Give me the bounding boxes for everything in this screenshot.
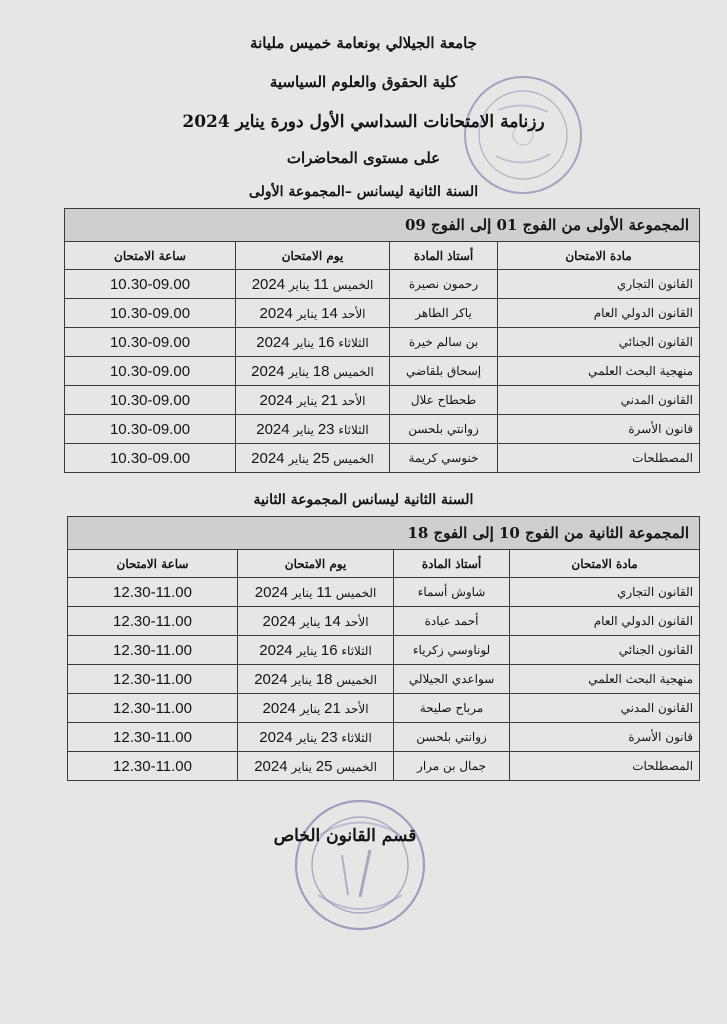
official-stamp-icon [290,795,430,935]
cell-professor: رحمون نصيرة [390,270,498,299]
table-row [68,636,700,665]
cell-subject: المصطلحات [498,444,700,473]
group-title: المجموعة الثانية من الفوج 10 إلى الفوج 18 [68,517,700,550]
cell-professor: طحطاح علال [390,386,498,415]
cell-day [238,694,394,723]
day-month: يناير [293,422,315,437]
schedule-title: رزنامة الامتحانات السداسي الأول دورة يناير 2024 [182,112,545,132]
day-number: 23 [320,728,338,746]
cell-subject: القانون الدولي العام [510,607,700,636]
cell-day [238,578,394,607]
cell-time: 12.30-11.00 [68,752,238,781]
cell-professor: إسحاق بلقاضي [390,357,498,386]
cell-professor: زوانتي بلحسن [390,415,498,444]
cell-day [238,665,394,694]
cell-subject: قانون الأسرة [498,415,700,444]
day-month: يناير [291,672,312,687]
cell-time: 12.30-11.00 [68,607,238,636]
cell-time: 12.30-11.00 [68,694,238,723]
day-year: 2024 [251,362,285,380]
day-year: 2024 [256,333,290,351]
day-number: 18 [315,670,333,688]
table-row [68,723,700,752]
cell-subject: القانون المدني [510,694,700,723]
table-row [68,607,700,636]
cell-time: 12.30-11.00 [68,636,238,665]
cell-professor: زوانتي بلحسن [394,723,510,752]
cell-time: 10.30-09.00 [65,328,236,357]
day-year: 2024 [262,612,296,630]
day-year: 2024 [259,391,293,409]
day-year: 2024 [254,757,288,775]
cell-time: 10.30-09.00 [65,386,236,415]
day-year: 2024 [251,449,285,467]
day-year: 2024 [251,275,286,293]
day-month: يناير [291,759,312,774]
day-year: 2024 [254,583,289,601]
day-year: 2024 [259,304,293,322]
column-header-subject: مادة الامتحان [510,550,700,578]
cell-professor: أحمد عبادة [394,607,510,636]
day-number: 14 [321,304,338,322]
day-weekday: الثلاثاء [341,730,372,745]
exam-table-group1 [64,208,700,473]
day-weekday: الثلاثاء [341,643,372,658]
cell-day [238,636,394,665]
cell-time: 10.30-09.00 [65,357,236,386]
day-month: يناير [291,585,313,600]
cell-day [238,607,394,636]
day-number: 11 [313,275,329,293]
table-row [65,357,700,386]
cell-subject: القانون الجنائي [498,328,700,357]
cell-professor: خنوسي كريمة [390,444,498,473]
day-weekday: الخميس [336,759,377,774]
cell-subject: منهجية البحث العلمي [498,357,700,386]
cell-day [238,752,394,781]
day-month: يناير [296,306,318,321]
section-title-group2: السنة الثانية ليسانس المجموعة الثانية [253,492,474,508]
table-row [68,578,700,607]
day-year: 2024 [256,420,290,438]
table-row [68,752,700,781]
column-header-day: يوم الامتحان [236,242,390,270]
table-row [65,299,700,328]
cell-time: 10.30-09.00 [65,270,236,299]
day-month: يناير [299,614,321,629]
table-row [65,328,700,357]
day-number: 25 [315,757,333,775]
group-title: المجموعة الأولى من الفوج 01 إلى الفوج 09 [65,209,700,242]
day-number: 23 [317,420,335,438]
cell-subject: القانون الدولي العام [498,299,700,328]
table-row [68,665,700,694]
day-weekday: الأحد [341,393,366,408]
day-number: 25 [312,449,330,467]
cell-day [236,415,390,444]
cell-professor: جمال بن مرار [394,752,510,781]
cell-day [236,328,390,357]
day-weekday: الأحد [344,701,369,716]
cell-time: 12.30-11.00 [68,665,238,694]
cell-professor: بن سالم خيرة [390,328,498,357]
column-header-time: ساعة الامتحان [68,550,238,578]
day-number: 14 [324,612,341,630]
day-weekday: الخميس [335,585,377,600]
level-title: على مستوى المحاضرات [286,149,441,167]
cell-time: 12.30-11.00 [68,578,238,607]
cell-subject: قانون الأسرة [510,723,700,752]
cell-day [236,299,390,328]
day-number: 11 [316,583,332,601]
cell-subject: المصطلحات [510,752,700,781]
day-weekday: الأحد [344,614,369,629]
day-month: يناير [296,393,318,408]
day-weekday: الأحد [341,306,366,321]
day-year: 2024 [254,670,288,688]
section-title-group1: السنة الثانية ليسانس –المجموعة الأولى [248,184,479,200]
day-month: يناير [296,730,318,745]
cell-day [236,386,390,415]
cell-day [236,357,390,386]
column-header-day: يوم الامتحان [238,550,394,578]
cell-day [236,270,390,299]
day-number: 21 [321,391,338,409]
day-month: يناير [296,643,318,658]
table-row [65,444,700,473]
day-weekday: الثلاثاء [338,422,369,437]
department-title: قسم القانون الخاص [273,826,417,846]
day-number: 21 [324,699,341,717]
day-weekday: الخميس [332,277,374,292]
cell-professor: ياكر الطاهر [390,299,498,328]
column-header-subject: مادة الامتحان [498,242,700,270]
column-header-time: ساعة الامتحان [65,242,236,270]
table-header-row [65,242,700,270]
day-year: 2024 [259,641,293,659]
cell-subject: القانون التجاري [498,270,700,299]
day-month: يناير [299,701,321,716]
day-month: يناير [293,335,315,350]
column-header-professor: أستاذ المادة [394,550,510,578]
cell-time: 10.30-09.00 [65,415,236,444]
cell-subject: القانون المدني [498,386,700,415]
day-weekday: الثلاثاء [338,335,369,350]
day-weekday: الخميس [336,672,377,687]
column-header-professor: أستاذ المادة [390,242,498,270]
cell-subject: منهجية البحث العلمي [510,665,700,694]
cell-subject: القانون التجاري [510,578,700,607]
day-weekday: الخميس [333,364,374,379]
table-row [65,270,700,299]
cell-day [236,444,390,473]
university-name: جامعة الجيلالي بونعامة خميس مليانة [250,34,477,52]
cell-day [238,723,394,752]
day-year: 2024 [262,699,296,717]
cell-subject: القانون الجنائي [510,636,700,665]
table-header-row [68,550,700,578]
day-year: 2024 [259,728,293,746]
exam-table-group2 [67,516,700,781]
cell-professor: شاوش أسماء [394,578,510,607]
group-title-row [68,517,700,550]
cell-time: 10.30-09.00 [65,299,236,328]
table-row [65,415,700,444]
day-number: 16 [317,333,335,351]
day-number: 16 [320,641,338,659]
table-row [68,694,700,723]
day-month: يناير [288,364,309,379]
faculty-name: كلية الحقوق والعلوم السياسية [269,73,458,91]
cell-professor: مرباح صليحة [394,694,510,723]
table-row [65,386,700,415]
day-number: 18 [312,362,330,380]
group-title-row [65,209,700,242]
cell-professor: لوناوسي زكرياء [394,636,510,665]
day-weekday: الخميس [333,451,374,466]
cell-professor: سواعدي الجيلالي [394,665,510,694]
cell-time: 10.30-09.00 [65,444,236,473]
cell-time: 12.30-11.00 [68,723,238,752]
day-month: يناير [288,451,309,466]
day-month: يناير [288,277,310,292]
